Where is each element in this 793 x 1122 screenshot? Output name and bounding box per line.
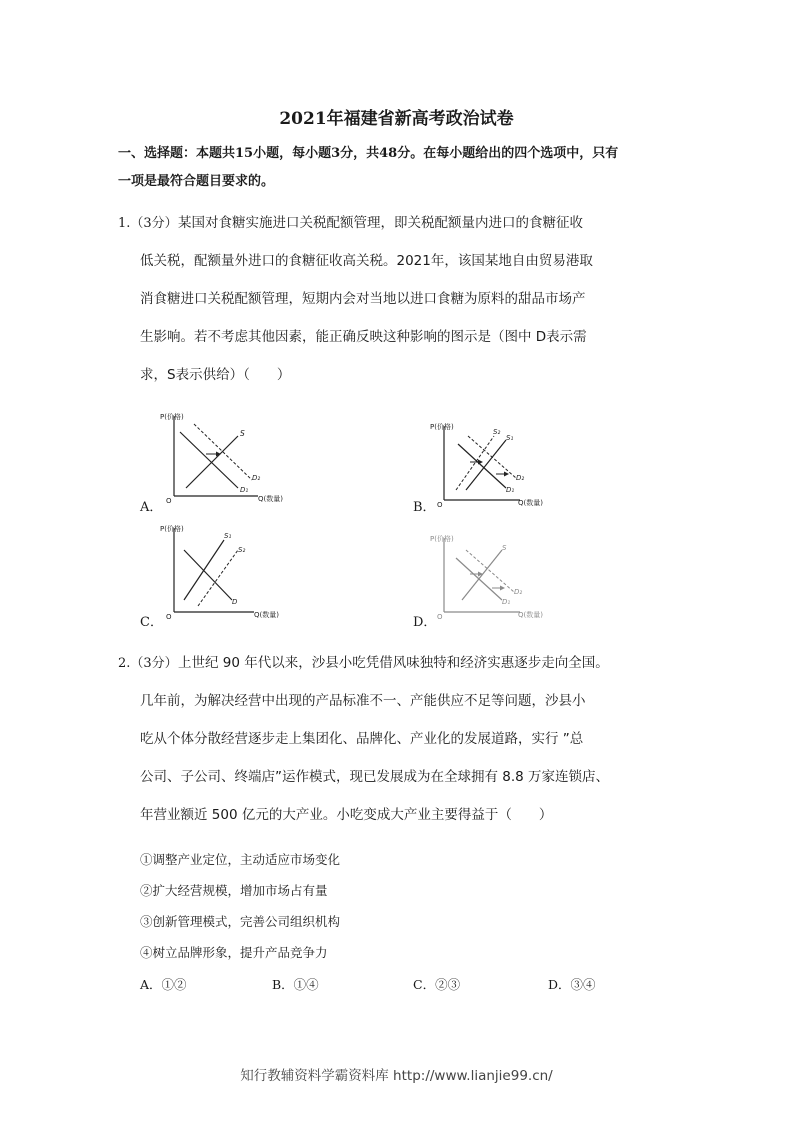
q2-line-1: 上世纪 90 年代以来，沙县小吃凭借风味独特和经济实惠逐步走向全国。	[178, 655, 609, 671]
q1-line-3: 消食糖进口关税配额管理，短期内会对当地以进口食糖为原料的甜品市场产	[140, 291, 586, 307]
q2-line-3: 吃从个体分散经营逐步走上集团化、品牌化、产业化的发展道路，实行 ”总	[140, 731, 584, 747]
q2-number: 2.（3分）	[118, 656, 178, 671]
q2-line-2: 几年前，为解决经营中出现的产品标准不一、产能供应不足等问题，沙县小	[140, 693, 586, 709]
q1-c-y-axis-label: P(价格)	[160, 525, 184, 533]
q2-answer-c[interactable]: C．②③	[413, 977, 461, 992]
q2-answer-d[interactable]: D．③④	[548, 977, 596, 992]
footer-watermark: 知行教辅资料学霸资料库 http://www.lianjie99.cn/	[240, 1068, 553, 1084]
q1-option-a-label[interactable]: A．	[140, 500, 163, 515]
q1-a-origin-label: O	[166, 497, 172, 505]
q2-statement-4: ④树立品牌形象，提升产品竞争力	[140, 945, 328, 960]
q1-b-origin-label: O	[437, 501, 443, 509]
q1-b-label-d2: D₂	[516, 474, 525, 482]
q1-a-x-axis-label: Q(数量)	[258, 495, 283, 503]
q2-statement-3: ③创新管理模式，完善公司组织机构	[140, 914, 341, 929]
q1-d-demand-curve-d1	[456, 558, 502, 600]
q1-c-label-s1: S₁	[224, 532, 232, 540]
section-heading-line1: 一、选择题：本题共15小题，每小题3分，共48分。在每小题给出的四个选项中，只有	[118, 146, 619, 161]
q1-option-c-graph[interactable]	[158, 520, 298, 620]
q1-a-label-d1: D₁	[240, 486, 249, 494]
q1-d-origin-label: O	[437, 613, 443, 621]
q1-d-supply-curve	[462, 550, 502, 600]
q1-option-d-graph[interactable]	[430, 530, 560, 622]
q1-d-label-d1: D₁	[502, 598, 511, 606]
q1-b-label-s1: S₁	[506, 434, 514, 442]
q1-c-x-axis-label: Q(数量)	[254, 611, 279, 619]
q1-a-demand-curve-d1	[180, 432, 238, 488]
q1-line-1: 某国对食糖实施进口关税配额管理，即关税配额量内进口的食糖征收	[178, 215, 583, 231]
q1-option-d-label[interactable]: D．	[413, 615, 437, 630]
q1-line-4: 生影响。若不考虑其他因素，能正确反映这种影响的图示是（图中 D表示需	[140, 329, 587, 345]
q2-statement-2: ②扩大经营规模，增加市场占有量	[140, 883, 328, 898]
page-title: 2021年福建省新高考政治试卷	[279, 109, 514, 129]
q1-option-b-label[interactable]: B．	[413, 500, 436, 515]
q1-d-label-s: S	[502, 544, 507, 552]
q1-a-y-axis-label: P(价格)	[160, 413, 184, 421]
q1-d-x-axis-label: Q(数量)	[518, 611, 543, 619]
q1-b-label-d1: D₁	[506, 486, 515, 494]
q1-b-x-axis-label: Q(数量)	[518, 499, 543, 507]
q2-line-4: 公司、子公司、终端店”运作模式，现已发展成为在全球拥有 8.8 万家连锁店、	[140, 769, 610, 785]
q1-d-label-d2: D₂	[514, 588, 523, 596]
q2-line-5: 年营业额近 500 亿元的大产业。小吃变成大产业主要得益于（ ）	[140, 807, 553, 823]
q2-answer-a[interactable]: A．①②	[140, 977, 187, 992]
q1-c-origin-label: O	[166, 613, 172, 620]
q1-option-b-graph[interactable]	[430, 418, 560, 510]
q1-b-label-s2: S₂	[493, 428, 501, 436]
q1-b-y-axis-label: P(价格)	[430, 423, 454, 431]
q1-option-a-graph[interactable]	[158, 408, 316, 506]
q1-b-demand-curve-d2	[468, 436, 516, 478]
q1-number: 1.（3分）	[118, 216, 178, 231]
q1-a-label-s: S	[240, 429, 245, 438]
q1-line-2: 低关税，配额量外进口的食糖征收高关税。2021年，该国某地自由贸易港取	[140, 253, 593, 269]
section-heading-line2: 一项是最符合题目要求的。	[118, 174, 275, 189]
q1-c-label-d: D	[232, 598, 238, 606]
q1-b-demand-curve-d1	[458, 444, 506, 488]
q1-line-5: 求，S表示供给）（ ）	[140, 367, 291, 383]
q1-option-c-label[interactable]: C．	[140, 615, 163, 630]
q1-c-label-s2: S₂	[238, 546, 246, 554]
q1-a-label-d2: D₂	[252, 474, 261, 482]
q2-statement-1: ①调整产业定位，主动适应市场变化	[140, 852, 341, 867]
q1-d-y-axis-label: P(价格)	[430, 535, 454, 543]
q2-answer-b[interactable]: B．①④	[272, 977, 319, 992]
